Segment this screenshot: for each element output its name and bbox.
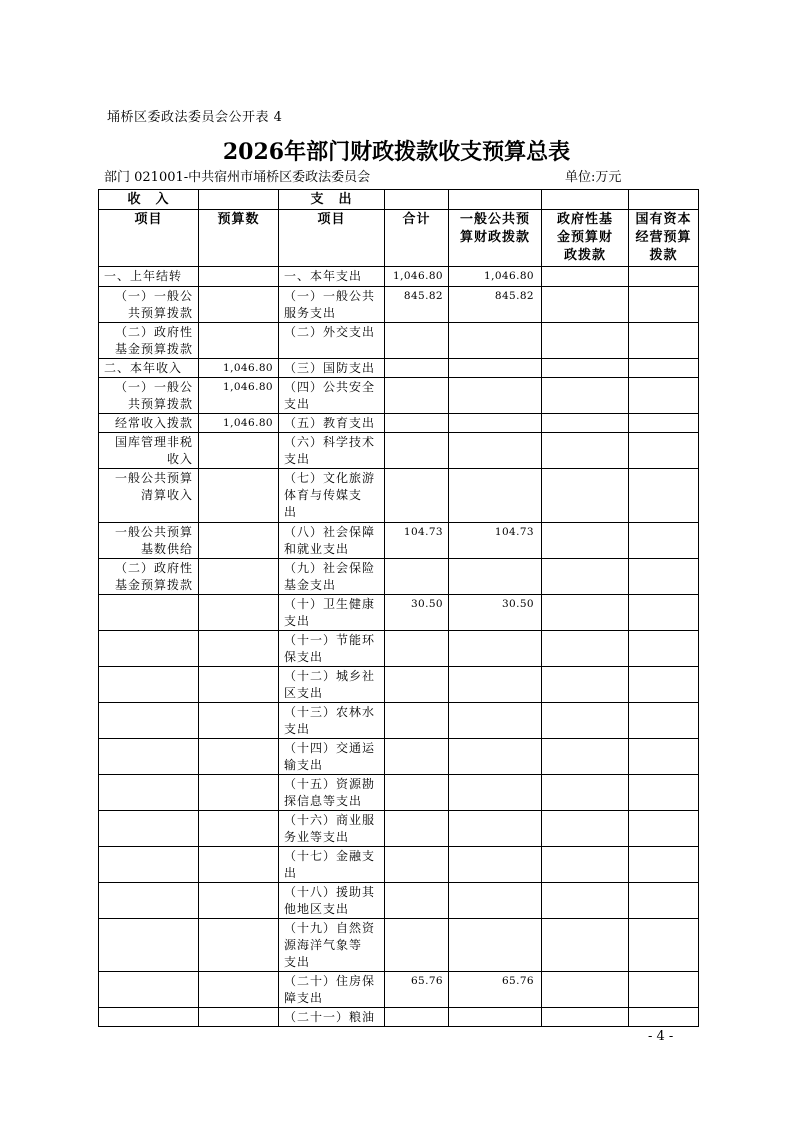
income-budget-cell [199,811,279,847]
expense-item-cell: （六）科学技术 支出 [279,433,385,469]
government-fund-budget-cell [542,1008,629,1027]
general-public-budget-cell: 65.76 [449,972,542,1008]
income-item-cell [99,883,199,919]
table-row [99,1008,699,1027]
state-capital-budget-cell [629,267,699,287]
general-public-budget-cell: 104.73 [449,523,542,559]
income-budget-cell [199,559,279,595]
income-item-cell [99,919,199,972]
expense-item-cell: （十）卫生健康 支出 [279,595,385,631]
government-fund-budget-cell [542,414,629,433]
table-row [99,739,699,775]
column-header-state-capital-budget: 国有资本 经营预算 拨款 [629,210,699,267]
income-item-cell [99,972,199,1008]
expense-group-header-spacer [449,190,542,210]
state-capital-budget-cell [629,523,699,559]
total-cell: 104.73 [385,523,449,559]
budget-table-body [99,190,699,1027]
government-fund-budget-cell [542,811,629,847]
expense-item-cell: （十三）农林水 支出 [279,703,385,739]
expense-item-cell: （十六）商业服 务业等支出 [279,811,385,847]
expense-item-cell: （三）国防支出 [279,359,385,378]
state-capital-budget-cell [629,883,699,919]
expense-group-header-spacer [385,190,449,210]
column-header-government-fund-budget: 政府性基 金预算财 政拨款 [542,210,629,267]
page-title: 2026年部门财政拨款收支预算总表 [222,139,571,165]
state-capital-budget-cell [629,414,699,433]
expense-item-cell: （十一）节能环 保支出 [279,631,385,667]
total-cell [385,433,449,469]
total-cell [385,739,449,775]
total-cell [385,667,449,703]
general-public-budget-cell [449,919,542,972]
government-fund-budget-cell [542,378,629,414]
income-item-cell [99,667,199,703]
group-header-row [99,190,699,210]
income-budget-cell [199,287,279,323]
general-public-budget-cell: 845.82 [449,287,542,323]
income-budget-cell [199,667,279,703]
column-header-expense-item: 项目 [279,210,385,267]
government-fund-budget-cell [542,972,629,1008]
expense-item-cell: （二十一）粮油 [279,1008,385,1027]
total-cell [385,414,449,433]
government-fund-budget-cell [542,919,629,972]
state-capital-budget-cell [629,811,699,847]
income-item-cell [99,595,199,631]
table-row [99,595,699,631]
income-item-cell: （二）政府性 基金预算拨款 [99,323,199,359]
expense-item-cell: （十八）援助其 他地区支出 [279,883,385,919]
total-cell [385,1008,449,1027]
income-budget-cell [199,1008,279,1027]
state-capital-budget-cell [629,433,699,469]
table-row [99,919,699,972]
government-fund-budget-cell [542,433,629,469]
table-row [99,267,699,287]
general-public-budget-cell [449,469,542,523]
state-capital-budget-cell [629,323,699,359]
income-item-cell: 一般公共预算 基数供给 [99,523,199,559]
income-budget-cell: 1,046.80 [199,359,279,378]
state-capital-budget-cell [629,631,699,667]
table-row [99,972,699,1008]
income-budget-cell [199,775,279,811]
general-public-budget-cell [449,811,542,847]
expense-item-cell: （五）教育支出 [279,414,385,433]
column-header-income-budget: 预算数 [199,210,279,267]
income-group-header: 收 入 [99,190,199,210]
income-item-cell: 一、上年结转 [99,267,199,287]
total-cell: 1,046.80 [385,267,449,287]
total-cell [385,378,449,414]
page-number: - 4 - [648,1029,674,1044]
government-fund-budget-cell [542,631,629,667]
table-row [99,775,699,811]
income-item-cell [99,847,199,883]
general-public-budget-cell: 30.50 [449,595,542,631]
expense-group-header-spacer [542,190,629,210]
government-fund-budget-cell [542,739,629,775]
column-header-row [99,210,699,267]
general-public-budget-cell [449,883,542,919]
unit-label: 单位:万元 [565,170,622,185]
state-capital-budget-cell [629,667,699,703]
total-cell [385,359,449,378]
government-fund-budget-cell [542,323,629,359]
expense-item-cell: （四）公共安全 支出 [279,378,385,414]
table-row [99,469,699,523]
government-fund-budget-cell [542,703,629,739]
government-fund-budget-cell [542,559,629,595]
general-public-budget-cell [449,559,542,595]
state-capital-budget-cell [629,919,699,972]
table-row [99,883,699,919]
government-fund-budget-cell [542,667,629,703]
total-cell [385,919,449,972]
table-row [99,287,699,323]
income-budget-cell [199,323,279,359]
table-row [99,847,699,883]
total-cell [385,469,449,523]
state-capital-budget-cell [629,359,699,378]
income-budget-cell: 1,046.80 [199,414,279,433]
table-row [99,631,699,667]
total-cell [385,811,449,847]
government-fund-budget-cell [542,523,629,559]
income-item-cell [99,739,199,775]
state-capital-budget-cell [629,739,699,775]
department-label: 部门 021001-中共宿州市埇桥区委政法委员会 [104,170,371,185]
income-item-cell [99,631,199,667]
expense-group-header: 支 出 [279,190,385,210]
total-cell: 845.82 [385,287,449,323]
income-item-cell: （二）政府性 基金预算拨款 [99,559,199,595]
table-row [99,433,699,469]
income-budget-cell [199,595,279,631]
column-header-general-public-budget: 一般公共预 算财政拨款 [449,210,542,267]
income-budget-cell [199,523,279,559]
income-item-cell: （一）一般公 共预算拨款 [99,378,199,414]
total-cell [385,847,449,883]
table-number: 埇桥区委政法委员会公开表 4 [107,110,283,125]
state-capital-budget-cell [629,595,699,631]
income-budget-cell: 1,046.80 [199,378,279,414]
state-capital-budget-cell [629,469,699,523]
income-budget-cell [199,433,279,469]
state-capital-budget-cell [629,703,699,739]
general-public-budget-cell [449,775,542,811]
income-item-cell [99,1008,199,1027]
state-capital-budget-cell [629,847,699,883]
income-budget-cell [199,847,279,883]
table-row [99,523,699,559]
general-public-budget-cell [449,378,542,414]
income-item-cell: 国库管理非税 收入 [99,433,199,469]
government-fund-budget-cell [542,287,629,323]
government-fund-budget-cell [542,359,629,378]
expense-item-cell: （十四）交通运 输支出 [279,739,385,775]
income-budget-cell [199,631,279,667]
expense-item-cell: （二）外交支出 [279,323,385,359]
income-item-cell [99,703,199,739]
expense-item-cell: （十二）城乡社 区支出 [279,667,385,703]
state-capital-budget-cell [629,287,699,323]
total-cell [385,559,449,595]
general-public-budget-cell [449,703,542,739]
government-fund-budget-cell [542,847,629,883]
general-public-budget-cell [449,359,542,378]
expense-group-header-spacer [629,190,699,210]
income-budget-cell [199,703,279,739]
income-item-cell: 经常收入拨款 [99,414,199,433]
general-public-budget-cell [449,323,542,359]
total-cell [385,883,449,919]
table-row [99,703,699,739]
income-item-cell: 二、本年收入 [99,359,199,378]
state-capital-budget-cell [629,775,699,811]
total-cell [385,631,449,667]
government-fund-budget-cell [542,469,629,523]
government-fund-budget-cell [542,883,629,919]
expense-item-cell: （九）社会保险 基金支出 [279,559,385,595]
income-item-cell [99,811,199,847]
expense-item-cell: （七）文化旅游 体育与传媒支 出 [279,469,385,523]
budget-table [98,189,699,1027]
income-item-cell [99,775,199,811]
general-public-budget-cell [449,414,542,433]
total-cell [385,703,449,739]
income-item-cell: （一）一般公 共预算拨款 [99,287,199,323]
government-fund-budget-cell [542,267,629,287]
table-row [99,414,699,433]
expense-item-cell: 一、本年支出 [279,267,385,287]
table-row [99,559,699,595]
income-budget-cell [199,469,279,523]
state-capital-budget-cell [629,559,699,595]
general-public-budget-cell [449,433,542,469]
column-header-total: 合计 [385,210,449,267]
income-budget-cell [199,883,279,919]
total-cell: 30.50 [385,595,449,631]
expense-item-cell: （八）社会保障 和就业支出 [279,523,385,559]
total-cell [385,775,449,811]
expense-item-cell: （一）一般公共 服务支出 [279,287,385,323]
expense-item-cell: （二十）住房保 障支出 [279,972,385,1008]
income-group-header-spacer [199,190,279,210]
total-cell: 65.76 [385,972,449,1008]
state-capital-budget-cell [629,1008,699,1027]
income-budget-cell [199,919,279,972]
expense-item-cell: （十九）自然资 源海洋气象等 支出 [279,919,385,972]
expense-item-cell: （十七）金融支 出 [279,847,385,883]
table-row [99,378,699,414]
income-budget-cell [199,267,279,287]
government-fund-budget-cell [542,775,629,811]
general-public-budget-cell [449,631,542,667]
general-public-budget-cell: 1,046.80 [449,267,542,287]
state-capital-budget-cell [629,378,699,414]
total-cell [385,323,449,359]
table-row [99,667,699,703]
general-public-budget-cell [449,847,542,883]
state-capital-budget-cell [629,972,699,1008]
table-row [99,359,699,378]
general-public-budget-cell [449,667,542,703]
table-row [99,811,699,847]
government-fund-budget-cell [542,595,629,631]
general-public-budget-cell [449,1008,542,1027]
income-budget-cell [199,739,279,775]
income-item-cell: 一般公共预算 清算收入 [99,469,199,523]
general-public-budget-cell [449,739,542,775]
table-row [99,323,699,359]
income-budget-cell [199,972,279,1008]
column-header-income-item: 项目 [99,210,199,267]
expense-item-cell: （十五）资源勘 探信息等支出 [279,775,385,811]
